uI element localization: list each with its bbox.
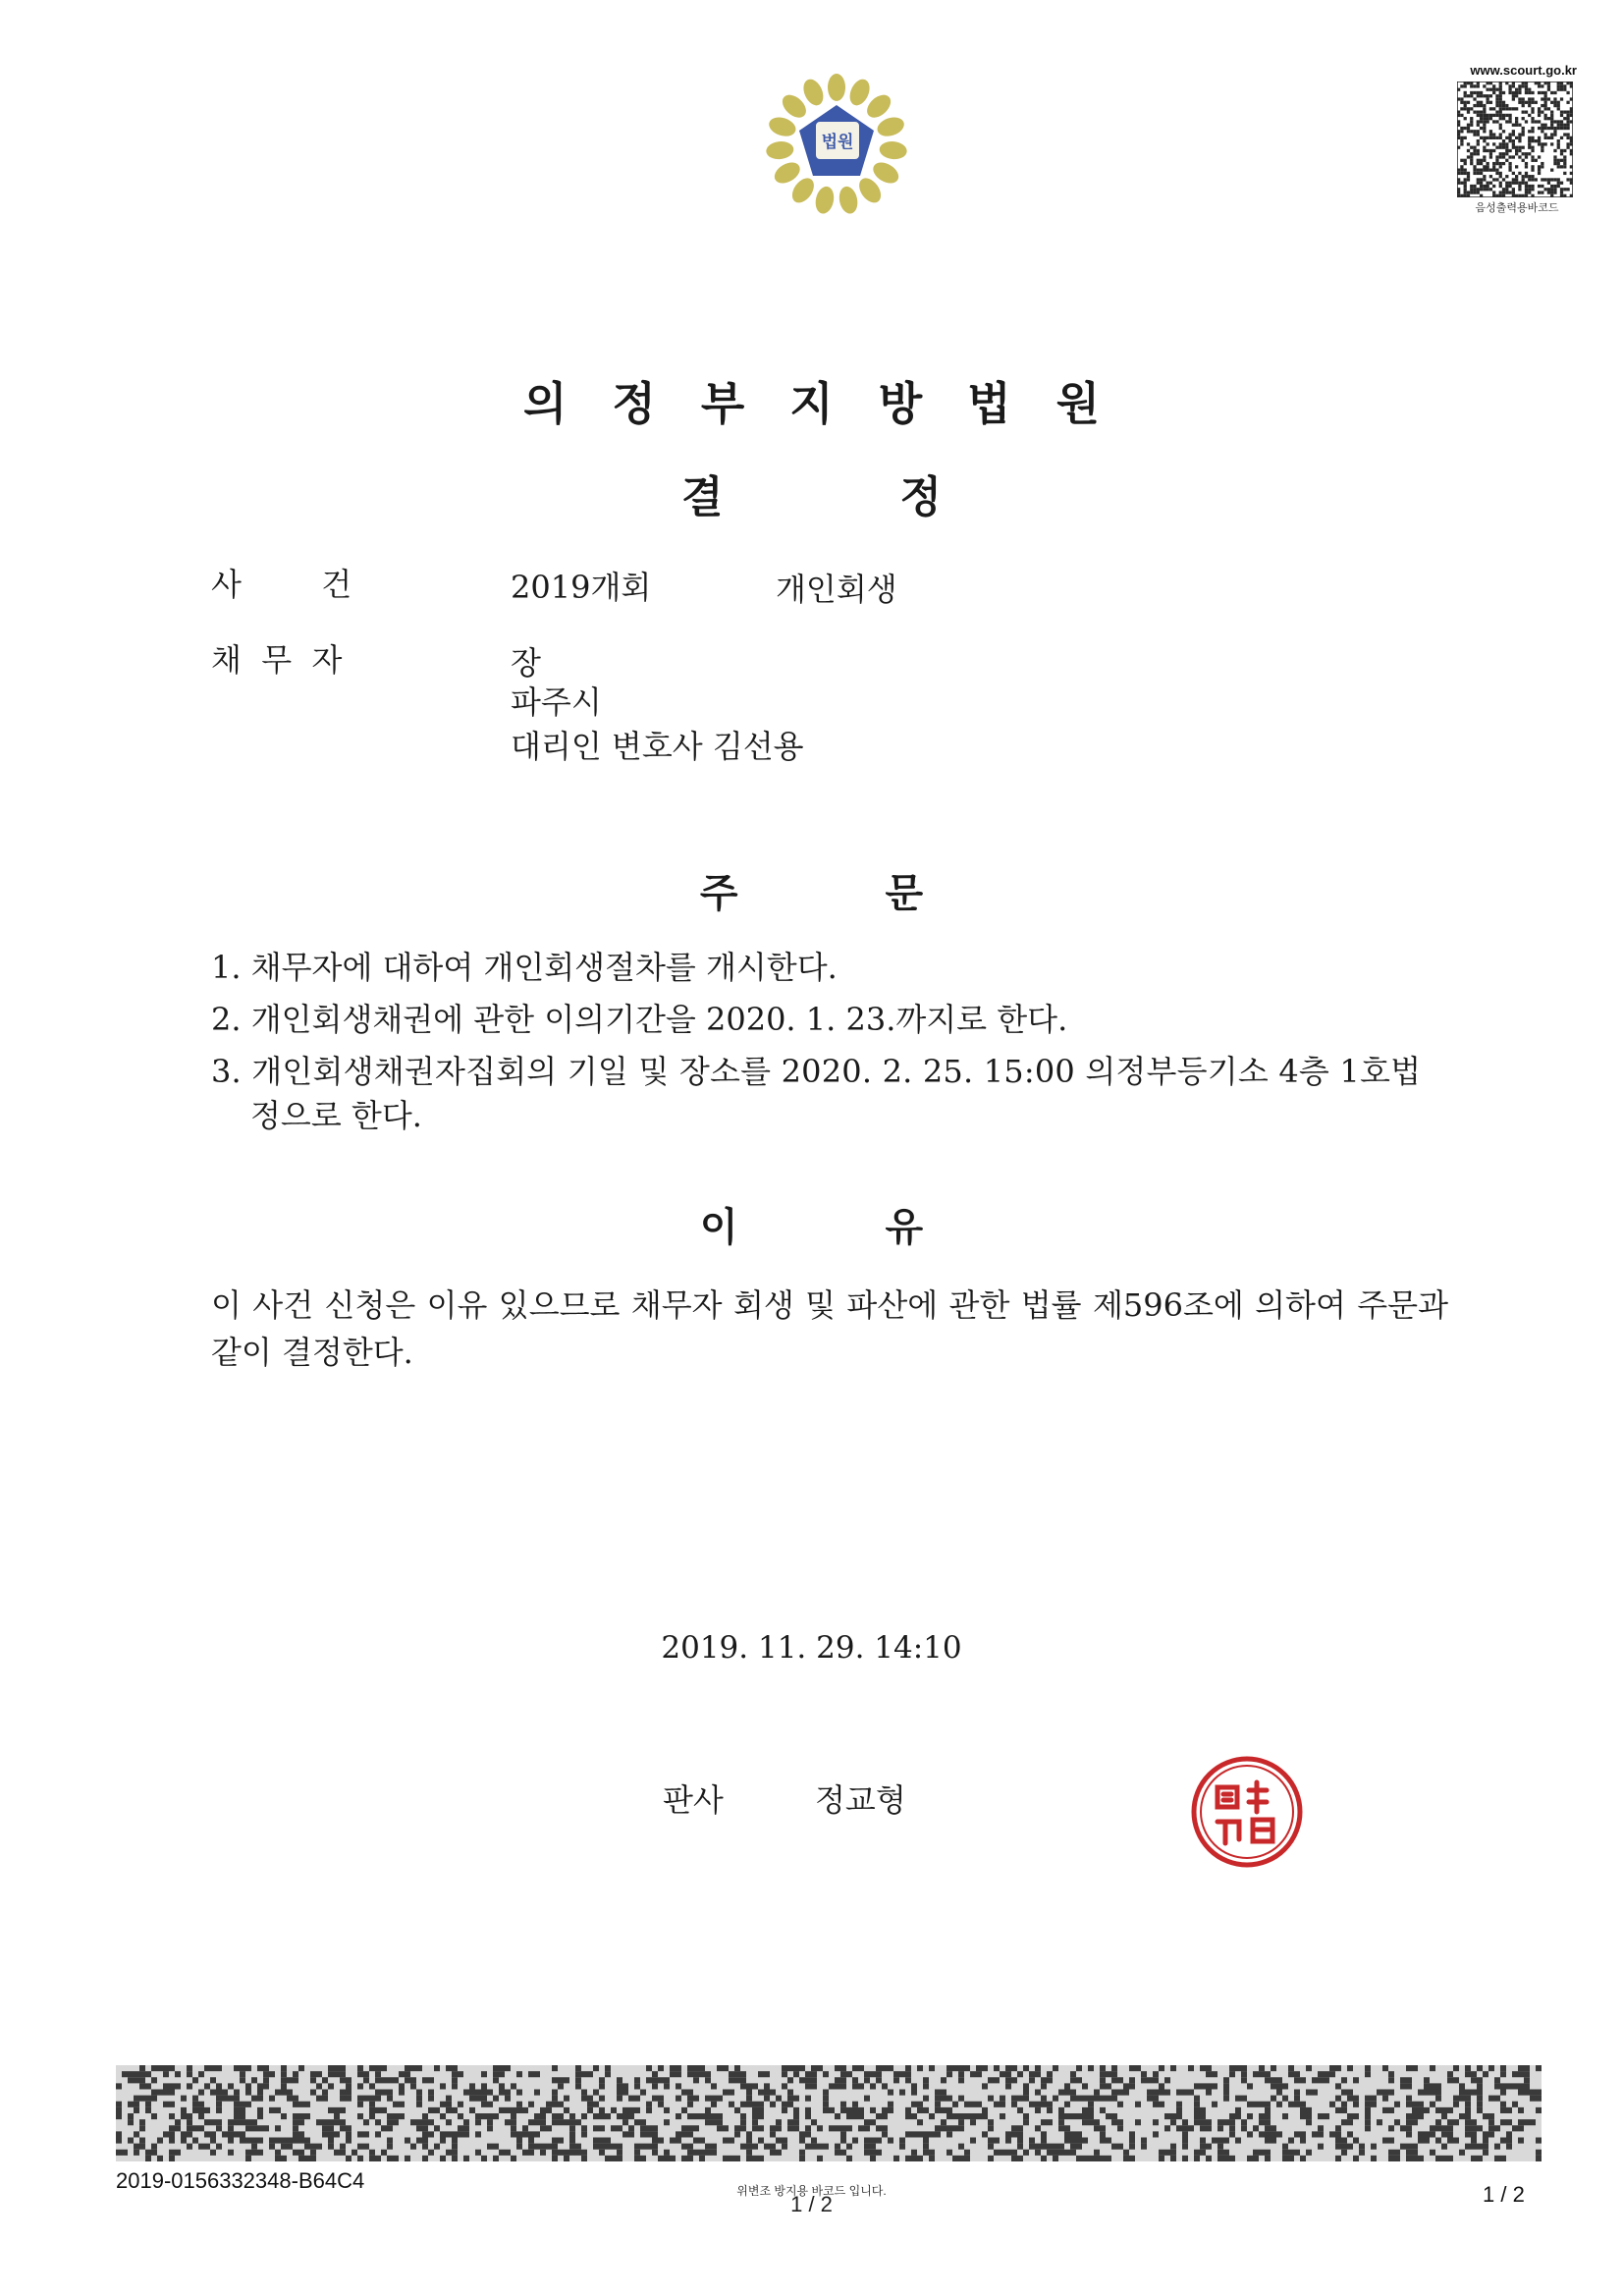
anti-forgery-note: 위변조 방지용 바코드 입니다. — [736, 2184, 887, 2198]
anti-forgery-barcode — [116, 2065, 1542, 2161]
qr-code-block — [1445, 63, 1577, 215]
decision-date: 2019. 11. 29. 14:10 — [661, 1630, 962, 1666]
order-title-char: 문 — [885, 871, 924, 916]
reason-title-char: 이 — [699, 1205, 738, 1250]
order-item: 2. 개인회생채권에 관한 이의기간을 2020. 1. 23.까지로 한다. — [211, 1001, 1068, 1038]
document-id: 2019-0156332348-B64C4 — [116, 2168, 365, 2193]
order-item-continuation: 정으로 한다. — [250, 1097, 422, 1134]
order-title-char: 주 — [699, 871, 738, 916]
order-item: 1. 채무자에 대하여 개인회생절차를 개시한다. — [211, 949, 838, 986]
emblem-petal — [765, 140, 794, 161]
qr-caption: 음성출력용바코드 — [1475, 202, 1559, 214]
order-title — [0, 862, 1623, 918]
court-name: 의정부지방법원 — [522, 377, 1146, 430]
emblem-petal — [875, 114, 906, 139]
emblem-petal — [813, 185, 836, 215]
document-type-char: 정 — [899, 472, 943, 522]
case-type: 개인회생 — [776, 571, 897, 608]
page-number: 1 / 2 — [1483, 2182, 1525, 2207]
debtor-address: 파주시 — [511, 683, 602, 721]
document-type-char: 결 — [680, 472, 724, 522]
order-item: 3. 개인회생채권자집회의 기일 및 장소를 2020. 2. 25. 15:00 의정부등기소 4층 1호법 — [211, 1053, 1422, 1090]
qr-url: www.scourt.go.kr — [1470, 63, 1577, 78]
debtor-attorney: 대리인 변호사 김선용 — [511, 728, 804, 765]
center-page-number: 1 / 2 — [790, 2192, 833, 2216]
debtor-label: 채 무 자 — [211, 641, 343, 679]
document-type-title — [0, 462, 1623, 524]
debtor-name: 장 — [511, 644, 541, 682]
case-label: 사 건 — [211, 566, 352, 603]
reason-title — [0, 1196, 1623, 1252]
case-number: 2019개회 — [511, 569, 652, 606]
emblem-petal — [879, 140, 908, 161]
judge-name: 정교형 — [815, 1781, 906, 1819]
reason-title-char: 유 — [885, 1205, 924, 1250]
emblem-petal — [799, 77, 827, 109]
judge-seal-stamp — [1188, 1753, 1306, 1871]
court-emblem-logo — [756, 74, 918, 231]
emblem-petal — [846, 77, 874, 109]
reason-text: 이 사건 신청은 이유 있으므로 채무자 회생 및 파산에 관한 법률 제596조에 의하여 주문과 같이 결정한다. — [211, 1286, 1448, 1371]
logo-text: 법원 — [821, 133, 854, 152]
qr-code-image — [1457, 82, 1573, 197]
emblem-petal — [767, 114, 798, 139]
emblem-petal — [837, 185, 859, 215]
emblem-petal — [828, 74, 845, 101]
judge-title: 판사 — [663, 1781, 724, 1819]
